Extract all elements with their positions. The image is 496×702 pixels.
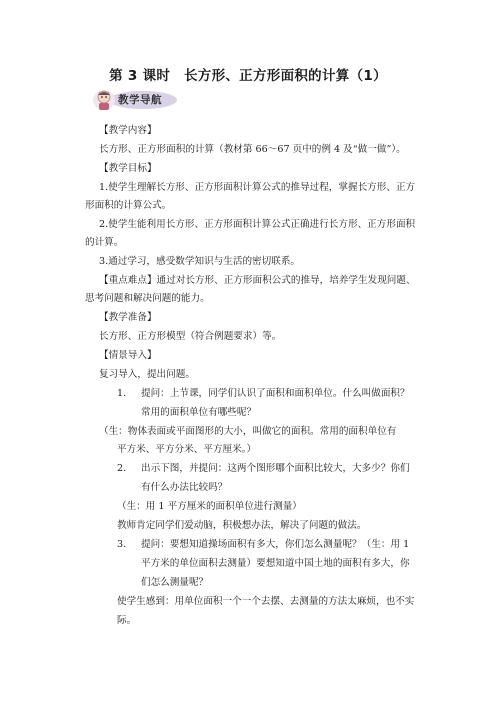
section-heading-introduction: 【情景导入】 — [99, 350, 157, 361]
list-number: 2. — [117, 463, 127, 474]
teaching-guide-badge — [88, 89, 178, 111]
paragraph-line: 思考问题和解决问题的能力。 — [85, 293, 210, 304]
paragraph-line: 平方米的单位面积去测量）要想知道中国土地的面积有多大，你 — [141, 558, 410, 569]
paragraph-line: （生：物体表面或平面图形的大小，叫做它的面积。常用的面积单位有 — [99, 426, 397, 437]
paragraph-line: 提问：要想知道操场面积有多大，你们怎么测量呢？（生：用 1 — [141, 539, 410, 550]
paragraph-line: 3.通过学习，感受数学知识与生活的密切联系。 — [99, 256, 301, 267]
badge-label: 教学导航 — [118, 94, 162, 106]
paragraph-line: 形面积的计算公式。 — [85, 200, 172, 211]
paragraph-line: 使学生感到：用单位面积一个一个去摆、去测量的方法太麻烦，也不实 — [117, 596, 415, 607]
lesson-title: 第 3 课时 长方形、正方形面积的计算（1） — [109, 68, 387, 84]
paragraph-line: 教师肯定同学们爱动脑，积极想办法，解决了问题的做法。 — [117, 520, 367, 531]
paragraph-line: 际。 — [117, 615, 137, 626]
paragraph-line: 长方形、正方形模型（符合例题要求）等。 — [99, 331, 282, 342]
section-heading-content: 【教学内容】 — [99, 125, 157, 136]
paragraph-line: 的计算。 — [85, 237, 124, 248]
paragraph-line: 提问：上节课，同学们认识了面积和面积单位。什么叫做面积？ — [141, 388, 410, 399]
list-number: 3. — [117, 539, 127, 550]
section-heading-preparation: 【教学准备】 — [99, 312, 157, 323]
paragraph-line: 【重点难点】通过对长方形、正方形面积公式的推导，培养学生发现问题、 — [99, 275, 416, 286]
paragraph-line: 们怎么测量呢？ — [141, 577, 209, 588]
paragraph-line: 有什么办法比较吗？ — [141, 482, 228, 493]
list-number: 1. — [117, 388, 127, 399]
paragraph-line: 长方形、正方形面积的计算（教材第 66～67 页中的例 4 及“做一做”）。 — [99, 144, 406, 155]
paragraph-line: 出示下图，并提问：这两个图形哪个面积比较大，大多少？你们 — [141, 463, 410, 474]
paragraph-line: 常用的面积单位有哪些呢？ — [141, 407, 257, 418]
paragraph-line: 平方米、平方分米、平方厘米。） — [117, 444, 257, 455]
paragraph-line: （生：用 1 平方厘米的面积单位进行测量） — [117, 501, 302, 512]
paragraph-line: 2.使学生能利用长方形、正方形面积计算公式正确进行长方形、正方形面积 — [99, 219, 416, 230]
paragraph-line: 复习导入，提出问题。 — [99, 369, 195, 380]
paragraph-line: 1.使学生理解长方形、正方形面积计算公式的推导过程，掌握长方形、正方 — [99, 182, 416, 193]
section-heading-objectives: 【教学目标】 — [99, 163, 157, 174]
